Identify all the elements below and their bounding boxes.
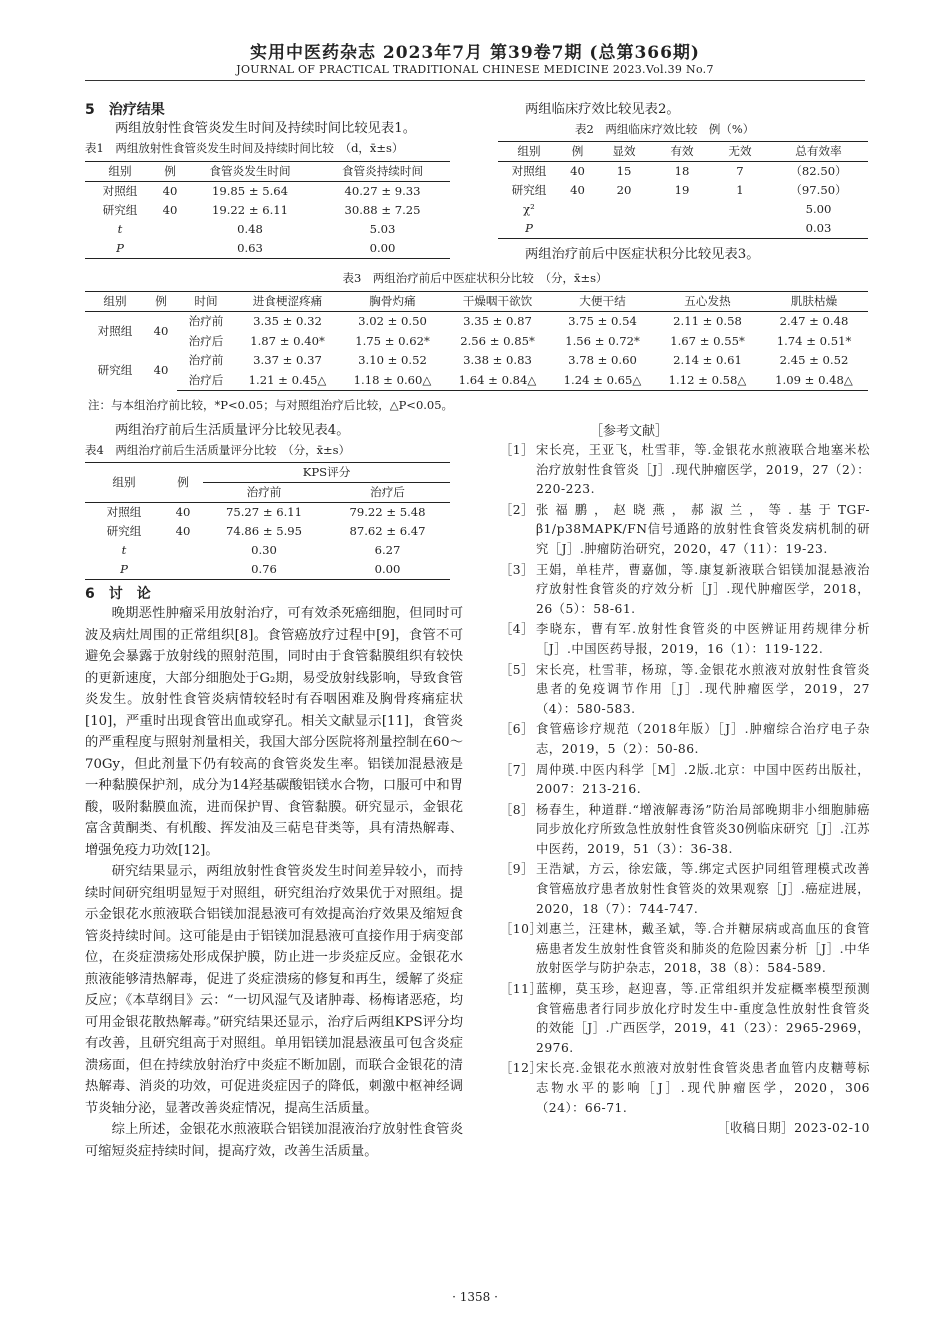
table3-cell: 1.75 ± 0.62* bbox=[355, 333, 430, 348]
table3-cell: 2.47 ± 0.48 bbox=[779, 314, 849, 328]
table1-cell: 0.00 bbox=[315, 239, 450, 259]
section-5-title: 5 治疗结果 bbox=[85, 102, 165, 118]
table1-cell: 30.88 ± 7.25 bbox=[344, 203, 421, 217]
table3-n: 40 bbox=[153, 323, 169, 338]
table3-time: 治疗后 bbox=[177, 371, 235, 391]
header-rule bbox=[85, 80, 865, 81]
reference-number: ［6］ bbox=[500, 722, 534, 737]
reference-item bbox=[500, 980, 870, 1058]
table2-cell: 20 bbox=[616, 183, 632, 197]
discussion-paragraph: 研究结果显示，两组放射性食管炎发生时间差异较小，而持续时间研究组明显短于对照组，研究组治疗效果优于对照组。提示金银花水煎液联合铝镁加混悬液可有效提高治疗效果及缩短食管炎持续时间。这可能是由于铝镁加混悬液可直接作用于病变部位，在炎症溃疡处形成保护膜，防止进一步炎症反应。金银花水煎液能够清热解毒，促进了炎症溃疡的修复和再生，缓解了炎症反应；《本草纲目》云：“一切风湿气及诸肿毒、杨梅诸恶疮，均可用金银花散热解毒。”研究结果还显示，治疗后两组KPS评分均有改善，且研究组高于对照组。单用铝镁加混悬液虽可包含炎症溃疡面，但在持续放射治疗中炎症不断加剧，而联合金银花的清热解毒、消炎的功效，可促进炎症因子的降低，刺激中枢神经调节炎轴分泌，显著改善炎症情况，提高生活质量。 bbox=[85, 864, 463, 1116]
table2-cell: 19 bbox=[674, 183, 690, 197]
table3-header: 时间 bbox=[177, 292, 235, 312]
table4-cell: 研究组 bbox=[106, 524, 142, 538]
table3-cell: 1.12 ± 0.58△ bbox=[655, 371, 760, 391]
table4-cell: t bbox=[121, 543, 127, 557]
table1-header-row bbox=[85, 162, 450, 182]
table-row bbox=[85, 312, 868, 332]
reference-number: ［2］ bbox=[500, 502, 534, 517]
table3-cell: 1.74 ± 0.51* bbox=[776, 333, 852, 348]
discussion-paragraph: 晚期恶性肿瘤采用放射治疗，可有效杀死癌细胞，但同时可波及病灶周围的正常组织[8]。食管癌放疗过程中[9]，食管不可避免会暴露于放射线的照射范围，同时由于食管黏膜组织有较快的更新速度，大部分细胞处于G₂期，易受放射线影响，导致食管炎发生。放射性食管炎病情较轻时有吞咽困难及胸骨疼痛症状[10]，严重时出现食管出血或穿孔。相关文献显示[11]，食管炎的严重程度与照射剂量相关，我国大部分医院将剂量控制在60～70Gy，但此剂量下仍有较高的食管炎发生率。铝镁加混悬液是一种黏膜保护剂，成分为14羟基碳酸铝镁水合物，口服可中和胃酸，吸附黏膜血流，进而保护胃、食管黏膜。研究显示，金银花富含黄酮类、有机酸、挥发油及三萜皂苷类等，具有清热解毒、增强免疫力功效[12]。 bbox=[85, 606, 463, 858]
table3-cell: 3.75 ± 0.54 bbox=[568, 314, 637, 328]
table1-cell: 研究组 bbox=[102, 203, 138, 217]
table3-cell: 1.56 ± 0.72* bbox=[565, 333, 640, 348]
table3-time: 治疗后 bbox=[188, 333, 224, 348]
reference-text: 刘惠兰，汪建林，戴圣斌，等.合并糖尿病或高血压的食管癌患者发生放射性食管炎和肺炎的危险因素分析［J］.中华放射医学与防护杂志，2018，38（8）：584-589. bbox=[536, 922, 870, 976]
table1-intro: 两组放射性食管炎发生时间及持续时间比较见表1。 bbox=[115, 121, 416, 136]
reference-item bbox=[500, 441, 870, 500]
table3-cell: 1.09 ± 0.48△ bbox=[760, 371, 868, 391]
table3-cell: 3.78 ± 0.60 bbox=[568, 353, 637, 367]
reference-item bbox=[500, 720, 870, 759]
table1-cell bbox=[155, 220, 185, 239]
table2-cell: χ² bbox=[523, 202, 535, 216]
table3-cell: 3.35 ± 0.32 bbox=[253, 314, 322, 328]
table3-cell: 3.37 ± 0.37 bbox=[253, 353, 322, 367]
table3-header: 进食梗涩疼痛 bbox=[235, 292, 340, 312]
table4-header: 组别 bbox=[85, 463, 163, 503]
table1-cell: 40 bbox=[162, 184, 178, 198]
table3-cell: 1.21 ± 0.45△ bbox=[235, 371, 340, 391]
section-6-title: 6 讨 论 bbox=[85, 586, 151, 602]
journal-title-en: JOURNAL OF PRACTICAL TRADITIONAL CHINESE MEDICINE 2023.Vol.39 No.7 bbox=[236, 63, 714, 76]
table3-cell: 3.10 ± 0.52 bbox=[358, 353, 427, 367]
table2-cell: 18 bbox=[674, 164, 690, 178]
reference-item bbox=[500, 860, 870, 919]
table2-cell: （82.50） bbox=[790, 164, 847, 178]
discussion-paragraph: 综上所述，金银花水煎液联合铝镁加混液治疗放射性食管炎可缩短炎症持续时间，提高疗效，改善生活质量。 bbox=[85, 1122, 463, 1159]
table4-header-kps: KPS评分 bbox=[203, 463, 450, 483]
table2-cell: 5.00 bbox=[805, 202, 832, 216]
reference-item bbox=[500, 501, 870, 560]
table1-cell: 5.03 bbox=[369, 222, 396, 236]
table2-header: 显效 bbox=[595, 142, 653, 162]
table3-cell: 1.67 ± 0.55* bbox=[670, 333, 745, 348]
reference-text: 张福鹏，赵晓燕，郝淑兰，等.基于TGF-β1/p38MAPK/FN信号通路的放射性食管炎发病机制的研究［J］.肿瘤防治研究，2020，47（11）：19-23. bbox=[536, 502, 870, 556]
reference-text: 蓝柳，莫玉珍，赵迎喜，等.正常组织并发症概率模型预测食管癌患者行同步放化疗时发生中-重度急性放射性食管炎的效能［J］.广西医学，2019，41（23）：2965-2969，2976. bbox=[536, 982, 870, 1055]
table4-cell: 0.30 bbox=[251, 543, 277, 557]
table3-header: 胸骨灼痛 bbox=[340, 292, 445, 312]
table-row bbox=[85, 522, 450, 541]
table-row bbox=[85, 560, 450, 580]
table4-cell: 40 bbox=[175, 505, 191, 519]
reference-number: ［7］ bbox=[500, 762, 534, 777]
table-row bbox=[85, 239, 450, 259]
table4-cell: 74.86 ± 5.95 bbox=[225, 524, 303, 538]
journal-title-cn: 实用中医药杂志 2023年7月 第39卷7期 (总第366期) bbox=[250, 43, 700, 63]
table-row bbox=[85, 220, 450, 239]
table3-header: 干燥咽干欲饮 bbox=[445, 292, 550, 312]
table1-cell: P bbox=[85, 239, 155, 259]
table1-header: 组别 bbox=[85, 162, 155, 182]
table4-intro: 两组治疗前后生活质量评分比较见表4。 bbox=[115, 423, 350, 438]
reference-number: ［4］ bbox=[500, 622, 534, 637]
table1-header: 食管炎持续时间 bbox=[315, 162, 450, 182]
table2-cell: 40 bbox=[570, 183, 585, 197]
table4-header: 治疗前 bbox=[203, 483, 325, 503]
table1-header: 食管炎发生时间 bbox=[185, 162, 315, 182]
table4-cell: 0.00 bbox=[325, 560, 450, 580]
table1 bbox=[85, 161, 450, 259]
table4-cell: 对照组 bbox=[106, 505, 142, 519]
table2-cell: 研究组 bbox=[511, 183, 547, 197]
table4-cell: 75.27 ± 6.11 bbox=[225, 505, 303, 519]
table4-cell: 87.62 ± 6.47 bbox=[349, 524, 426, 538]
discussion-body bbox=[85, 603, 463, 1162]
table3-header: 五心发热 bbox=[655, 292, 760, 312]
table3-cell: 2.11 ± 0.58 bbox=[673, 314, 742, 328]
table2-cell bbox=[595, 219, 653, 239]
table-row bbox=[85, 503, 450, 523]
table3-cell: 2.45 ± 0.52 bbox=[779, 353, 849, 367]
table3-cell: 1.18 ± 0.60△ bbox=[340, 371, 445, 391]
table4-cell: 40 bbox=[175, 524, 191, 538]
reference-text: 李晓东，曹有军.放射性食管炎的中医辨证用药规律分析［J］.中国医药导报，2019，16（1）：119-122. bbox=[536, 622, 870, 656]
reference-item bbox=[500, 561, 870, 620]
table1-cell bbox=[155, 239, 185, 259]
table1-cell: 0.63 bbox=[185, 239, 315, 259]
reference-item bbox=[500, 761, 870, 800]
received-date: ［收稿日期］2023-02-10 bbox=[717, 1121, 870, 1136]
table3 bbox=[85, 291, 868, 391]
reference-number: ［1］ bbox=[500, 443, 534, 457]
reference-item bbox=[500, 620, 870, 659]
table1-caption: 表1 两组放射性食管炎发生时间及持续时间比较 （d，x̄±s） bbox=[85, 141, 404, 155]
table2-cell bbox=[560, 219, 595, 239]
table2-cell: 1 bbox=[736, 183, 744, 197]
table1-cell: 19.85 ± 5.64 bbox=[211, 184, 289, 198]
table1-cell: 0.48 bbox=[237, 222, 263, 236]
table4-cell: P bbox=[85, 560, 163, 580]
reference-text: 食管癌诊疗规范（2018年版）［J］.肿瘤综合治疗电子杂志，2019，5（2）：50-86. bbox=[536, 722, 870, 756]
table2-cell bbox=[711, 200, 769, 219]
references-list bbox=[500, 441, 870, 1139]
table-row bbox=[498, 181, 868, 200]
table2-cell: 7 bbox=[736, 164, 744, 178]
table2-cell bbox=[595, 200, 653, 219]
reference-number: ［9］ bbox=[500, 862, 534, 877]
table1-cell: 对照组 bbox=[102, 184, 138, 198]
reference-text: 宋长亮，王亚飞，杜雪菲，等.金银花水煎液联合地塞米松治疗放射性食管炎［J］.现代肿瘤医学，2019，27（2）：220-223. bbox=[536, 443, 870, 497]
table2-header: 例 bbox=[560, 142, 595, 162]
table2-cell bbox=[711, 219, 769, 239]
table2-cell: 对照组 bbox=[511, 164, 547, 178]
table2-cell bbox=[653, 219, 711, 239]
table-row bbox=[498, 219, 868, 239]
reference-number: ［3］ bbox=[500, 562, 534, 577]
page-number: · 1358 · bbox=[452, 1290, 498, 1304]
table3-cell: 3.02 ± 0.50 bbox=[358, 314, 427, 328]
table2-cell: 15 bbox=[616, 164, 632, 178]
reference-number: ［12］ bbox=[500, 1061, 543, 1076]
table4-header: 治疗后 bbox=[325, 483, 450, 503]
reference-text: 王娟，单桂芹，曹嘉伽，等.康复新液联合铝镁加混悬液治疗放射性食管炎的疗效分析［J］.现代肿瘤医学，2018，26（5）：58-61. bbox=[536, 562, 870, 616]
reference-text: 杨春生，种道群.“增液解毒汤”防治局部晚期非小细胞肺癌同步放化疗所致急性放射性食管炎30例临床研究［J］.江苏中医药，2019，51（3）：36-38. bbox=[536, 802, 870, 856]
table3-group: 研究组 bbox=[97, 363, 133, 377]
table-row bbox=[85, 541, 450, 560]
table4-cell: 6.27 bbox=[374, 543, 401, 557]
table3-caption: 表3 两组治疗前后中医症状积分比较 （分，x̄±s） bbox=[342, 271, 608, 285]
table2-cell: P bbox=[498, 219, 560, 239]
table-row bbox=[498, 200, 868, 219]
reference-number: ［10］ bbox=[500, 922, 543, 937]
table-row bbox=[85, 351, 868, 371]
table2-cell: 40 bbox=[570, 164, 585, 178]
table2-cell bbox=[560, 200, 595, 219]
reference-item bbox=[500, 1059, 870, 1118]
table2-caption: 表2 两组临床疗效比较 例（%） bbox=[575, 122, 755, 136]
table1-cell: 19.22 ± 6.11 bbox=[211, 203, 289, 217]
reference-number: ［8］ bbox=[500, 802, 534, 817]
table1-cell: 40 bbox=[162, 203, 178, 217]
table3-header: 例 bbox=[145, 292, 177, 312]
table3-cell: 1.64 ± 0.84△ bbox=[445, 371, 550, 391]
references-title: ［参考文献］ bbox=[590, 424, 669, 439]
table3-header: 肌肤枯燥 bbox=[760, 292, 868, 312]
table2-cell bbox=[653, 200, 711, 219]
table4-cell bbox=[163, 541, 203, 560]
table-row bbox=[85, 182, 450, 202]
table3-time: 治疗前 bbox=[188, 353, 224, 367]
table2 bbox=[498, 141, 868, 239]
table4-cell bbox=[163, 560, 203, 580]
table2-header: 无效 bbox=[711, 142, 769, 162]
table3-cell: 2.56 ± 0.85* bbox=[460, 333, 535, 348]
table3-cell: 1.87 ± 0.40* bbox=[250, 333, 325, 348]
table3-header: 组别 bbox=[85, 292, 145, 312]
reference-text: 宋长亮，杜雪菲，杨琼，等.金银花水煎液对放射性食管炎患者的免疫调节作用［J］.现代肿瘤医学，2019，27（4）：580-583. bbox=[536, 662, 870, 716]
table2-header: 组别 bbox=[498, 142, 560, 162]
table3-group: 对照组 bbox=[97, 323, 133, 338]
table3-cell: 3.38 ± 0.83 bbox=[463, 353, 532, 367]
table2-header: 总有效率 bbox=[769, 142, 868, 162]
table3-time: 治疗前 bbox=[188, 314, 224, 328]
table4-header: 例 bbox=[163, 463, 203, 503]
table2-cell: 0.03 bbox=[769, 219, 868, 239]
table2-cell: （97.50） bbox=[790, 183, 847, 197]
reference-number: ［11］ bbox=[500, 982, 543, 997]
table-row bbox=[498, 162, 868, 182]
table-row bbox=[85, 371, 868, 391]
table3-header-row bbox=[85, 292, 868, 312]
reference-item bbox=[500, 920, 870, 979]
table1-header: 例 bbox=[155, 162, 185, 182]
reference-text: 王浩斌，方云，徐宏箴，等.绑定式医护同组管理模式改善食管癌放疗患者放射性食管炎的效果观察［J］.癌症进展，2020，18（7）：744-747. bbox=[536, 862, 870, 916]
table1-cell: 40.27 ± 9.33 bbox=[344, 184, 421, 198]
table3-n: 40 bbox=[153, 363, 169, 377]
table2-intro: 两组临床疗效比较见表2。 bbox=[525, 102, 680, 117]
table3-cell: 3.35 ± 0.87 bbox=[463, 314, 532, 328]
table3-intro: 两组治疗前后中医症状积分比较见表3。 bbox=[525, 247, 760, 262]
table4-caption: 表4 两组治疗前后生活质量评分比较 （分，x̄±s） bbox=[85, 443, 351, 457]
reference-item bbox=[500, 661, 870, 720]
table4-cell: 0.76 bbox=[203, 560, 325, 580]
table4-header-row bbox=[85, 463, 450, 483]
table3-header: 大便干结 bbox=[550, 292, 655, 312]
reference-text: 宋长亮.金银花水煎液对放射性食管炎患者血管内皮糖萼标志物水平的影响［J］.现代肿瘤医学，2020，306（24）：66-71. bbox=[536, 1061, 870, 1115]
reference-text: 周仲瑛.中医内科学［M］.2版.北京：中国中医药出版社，2007：213-216. bbox=[536, 762, 870, 797]
table2-header-row bbox=[498, 142, 868, 162]
reference-number: ［5］ bbox=[500, 662, 534, 677]
table-row bbox=[85, 332, 868, 352]
table3-note: 注：与本组治疗前比较，*P<0.05；与对照组治疗后比较，△P<0.05。 bbox=[88, 398, 454, 412]
table4-cell: 79.22 ± 5.48 bbox=[349, 505, 426, 519]
table3-cell: 1.24 ± 0.65△ bbox=[550, 371, 655, 391]
table3-cell: 2.14 ± 0.61 bbox=[673, 353, 742, 367]
table2-header: 有效 bbox=[653, 142, 711, 162]
table1-cell: t bbox=[117, 222, 123, 236]
reference-item bbox=[500, 801, 870, 860]
table-row bbox=[85, 201, 450, 220]
table4 bbox=[85, 462, 450, 580]
